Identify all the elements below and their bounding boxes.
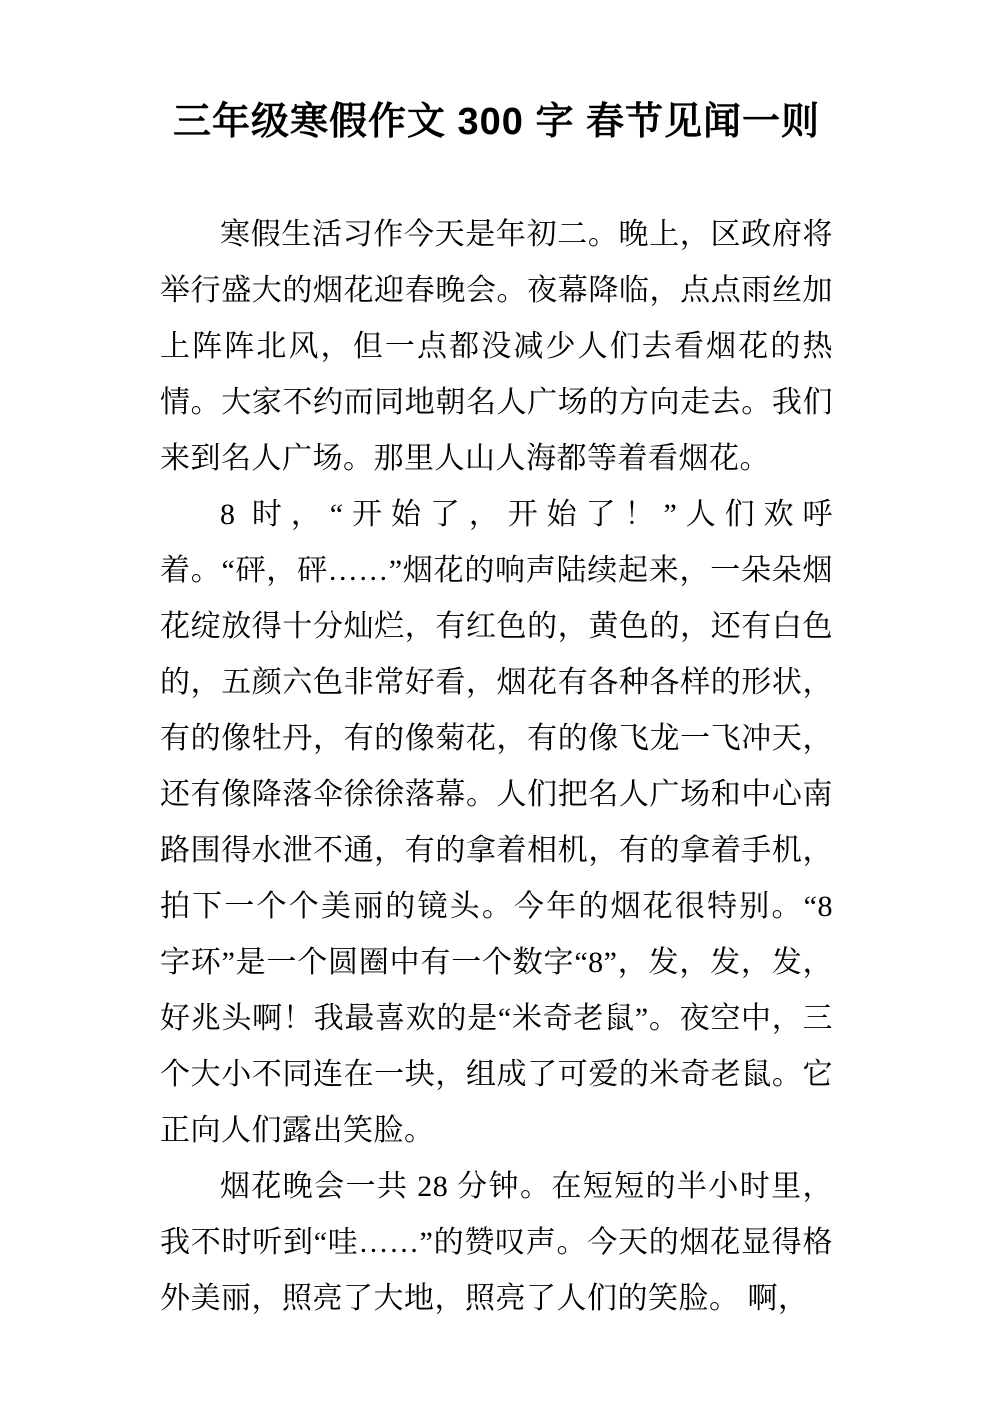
paragraph: 烟花晚会一共 28 分钟。在短短的半小时里，我不时听到“哇……”的赞叹声。今天的烟花显得格外美丽，照亮了大地，照亮了人们的笑脸。 啊， (160, 1170, 833, 1316)
page-title: 三年级寒假作文 300 字 春节见闻一则 (172, 101, 821, 143)
paragraph: 8 时，“开始了，开始了！”人们欢呼着。“砰，砰……”烟花的响声陆续起来，一朵朵烟花绽放得十分灿烂，有红色的，黄色的，还有白色的，五颜六色非常好看，烟花有各种各样的形状，有的像牡丹，有的像菊花，有的像飞龙一飞冲天，还有像降落伞徐徐落幕。人们把名人广场和中心南路围得水泄不通，有的拿着相机，有的拿着手机，拍下一个个美丽的镜头。今年的烟花很特别。“8 字环”是一个圆圈中有一个数字“8”，发，发，发，好兆头啊！我最喜欢的是“米奇老鼠”。夜空中，三个大小不同连在一块，组成了可爱的米奇老鼠。它正向人们露出笑脸。 (160, 498, 833, 1148)
document-body (160, 207, 833, 1327)
paragraph: 寒假生活习作今天是年初二。晚上，区政府将举行盛大的烟花迎春晚会。夜幕降临，点点雨丝加上阵阵北风，但一点都没减少人们去看烟花的热情。大家不约而同地朝名人广场的方向走去。我们来到名人广场。那里人山人海都等着看烟花。 (160, 218, 833, 476)
